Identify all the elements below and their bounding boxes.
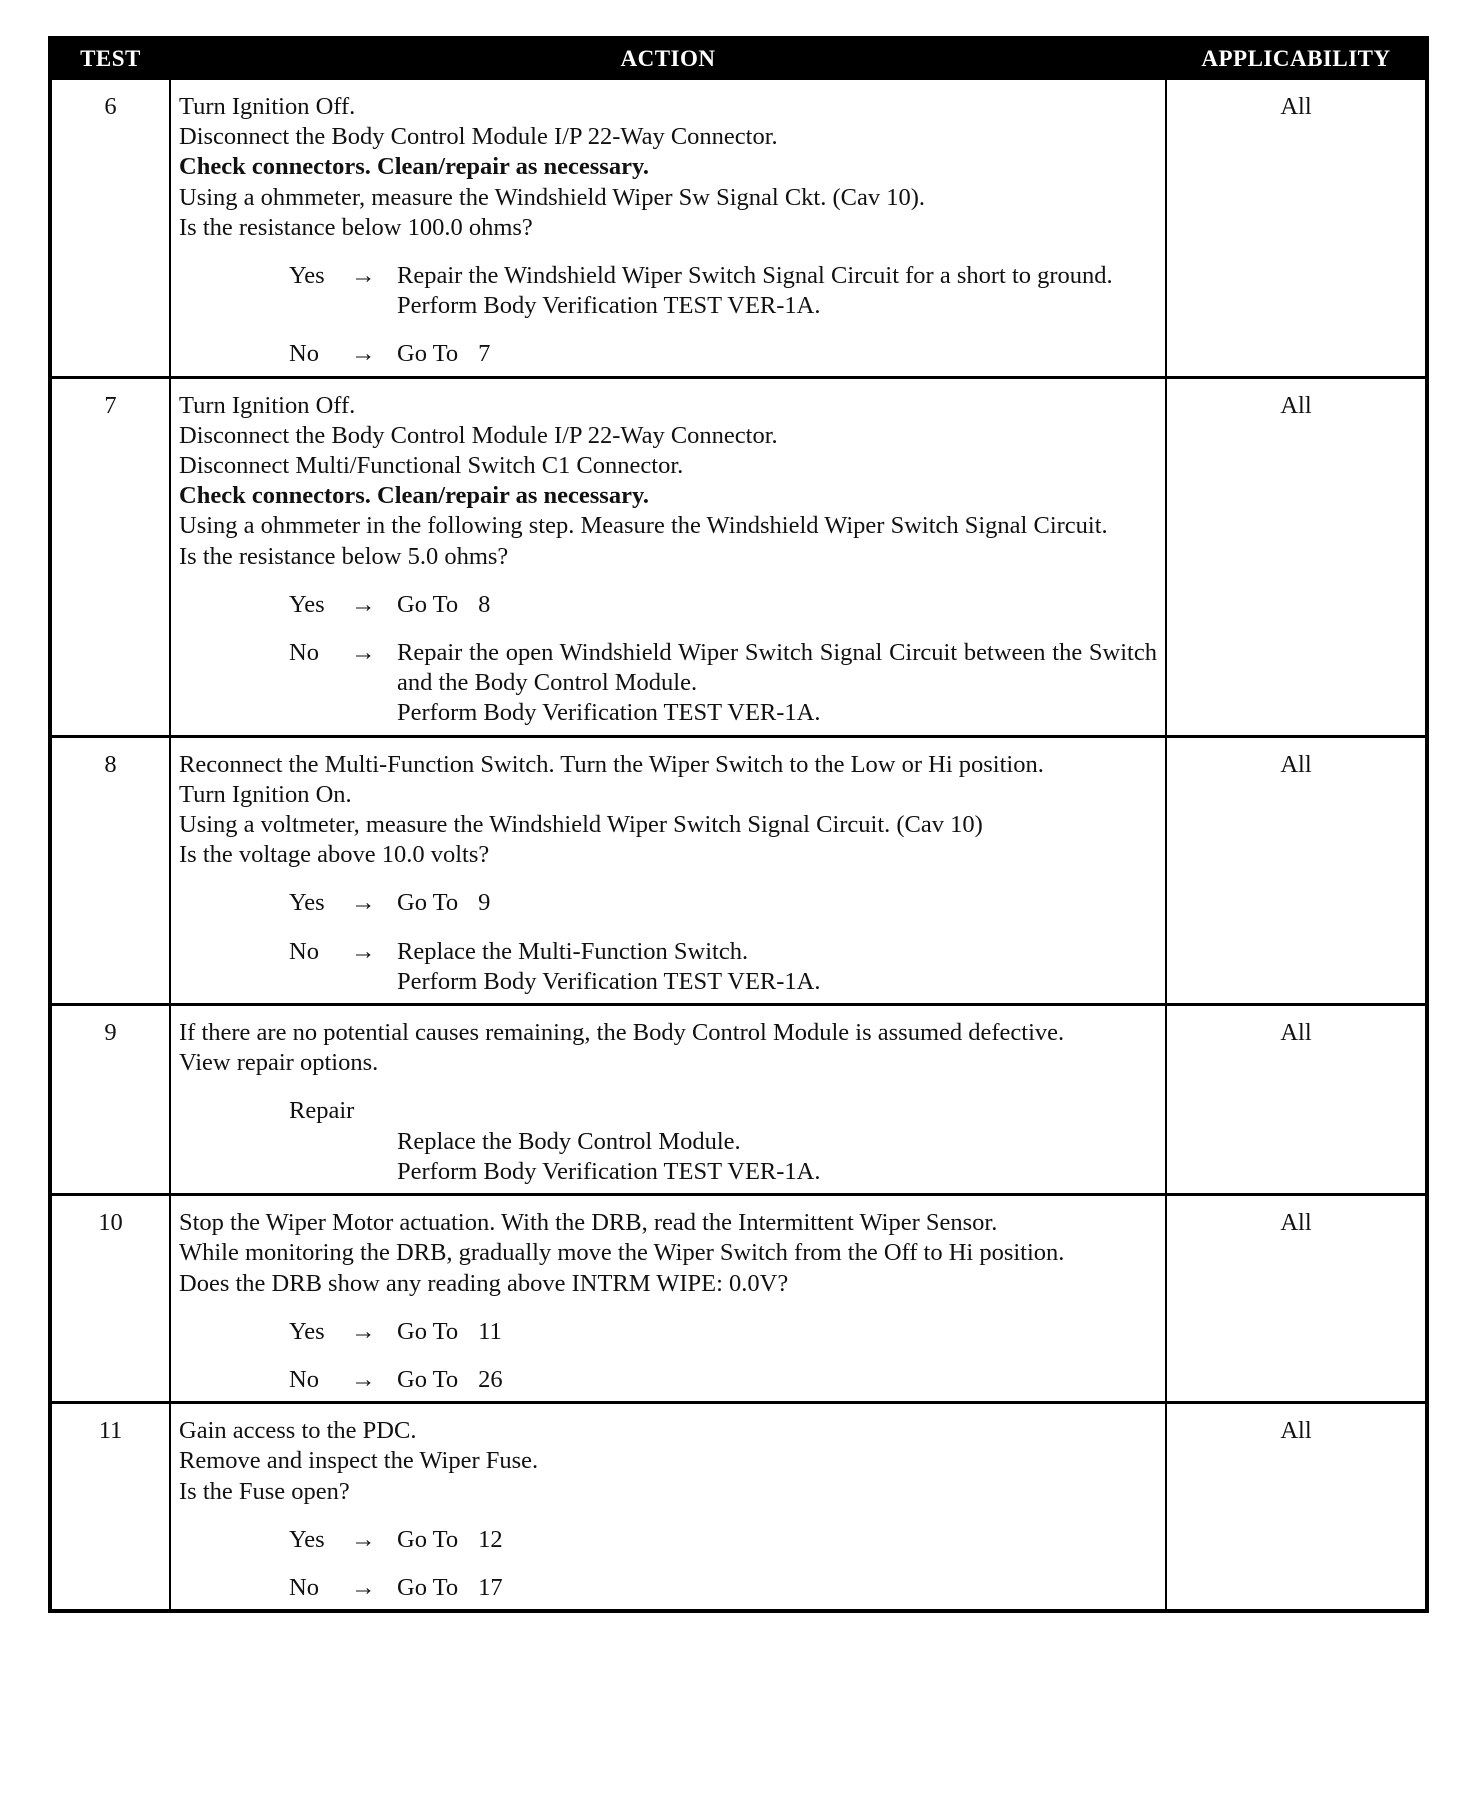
repair-block	[179, 1096, 1157, 1187]
response-label: Yes	[289, 590, 325, 618]
applicability-value: All	[1166, 1403, 1427, 1612]
instruction-line: Turn Ignition On.	[179, 780, 352, 808]
response-body	[397, 638, 1157, 729]
test-number: 9	[50, 1005, 170, 1195]
table-body	[50, 79, 1427, 1611]
header-test: TEST	[50, 38, 170, 79]
applicability-value: All	[1166, 1195, 1427, 1403]
table-row	[50, 736, 1427, 1004]
arrow-icon: →	[351, 1573, 376, 1601]
test-number: 8	[50, 736, 170, 1004]
instruction-line: Is the resistance below 100.0 ohms?	[179, 213, 533, 241]
instruction-line: Remove and inspect the Wiper Fuse.	[179, 1447, 539, 1475]
goto-text: Go To	[397, 1525, 459, 1553]
response-label: Yes	[289, 889, 325, 917]
instruction-line: Using a voltmeter, measure the Windshield Wiper Switch Signal Circuit. (Cav 10)	[179, 811, 983, 839]
action-cell	[170, 377, 1166, 736]
goto-target: 26	[478, 1365, 503, 1393]
response-line: Perform Body Verification TEST VER-1A.	[397, 699, 821, 727]
goto-text: Go To	[397, 340, 459, 368]
instruction-line: Stop the Wiper Motor actuation. With the DRB, read the Intermittent Wiper Sensor.	[179, 1209, 998, 1237]
response-label: No	[289, 340, 319, 368]
test-number: 6	[50, 79, 170, 377]
action-cell	[170, 1403, 1166, 1612]
goto-text: Go To	[397, 1573, 459, 1601]
response-no	[179, 937, 1157, 997]
header-applicability: APPLICABILITY	[1166, 38, 1427, 79]
response-body	[397, 590, 1157, 620]
goto-target: 7	[478, 340, 491, 368]
response-no	[179, 638, 1157, 729]
goto-text: Go To	[397, 1365, 459, 1393]
applicability-value: All	[1166, 736, 1427, 1004]
instruction-line: Reconnect the Multi-Function Switch. Turn the Wiper Switch to the Low or Hi position.	[179, 750, 1044, 778]
response-line: Perform Body Verification TEST VER-1A.	[397, 292, 821, 320]
instruction-line: Does the DRB show any reading above INTRM WIPE: 0.0V?	[179, 1269, 789, 1297]
instruction-line: View repair options.	[179, 1049, 379, 1077]
response-body	[397, 261, 1157, 321]
response-body	[397, 888, 1157, 918]
response-no	[179, 1365, 1157, 1395]
response-label: Yes	[289, 1525, 325, 1553]
response-body	[397, 937, 1157, 997]
response-label: No	[289, 639, 319, 667]
table-row	[50, 1005, 1427, 1195]
bold-instruction: Check connectors. Clean/repair as necessary.	[179, 153, 649, 181]
response-yes	[179, 590, 1157, 620]
instruction-line: If there are no potential causes remaining, the Body Control Module is assumed defective.	[179, 1019, 1065, 1047]
instruction-line: Gain access to the PDC.	[179, 1417, 417, 1445]
response-yes	[179, 1525, 1157, 1555]
header-action: ACTION	[170, 38, 1166, 79]
instruction-line: Disconnect the Body Control Module I/P 22-Way Connector.	[179, 123, 778, 151]
response-yes	[179, 888, 1157, 918]
table-row	[50, 377, 1427, 736]
response-label: No	[289, 937, 319, 965]
action-cell	[170, 79, 1166, 377]
response-body	[397, 1365, 1157, 1395]
instruction-line: Using a ohmmeter, measure the Windshield Wiper Sw Signal Ckt. (Cav 10).	[179, 183, 925, 211]
repair-label: Repair	[289, 1097, 355, 1125]
response-label: No	[289, 1365, 319, 1393]
arrow-icon: →	[351, 639, 376, 667]
response-line: Perform Body Verification TEST VER-1A.	[397, 967, 821, 995]
response-line: Repair the open Windshield Wiper Switch Signal Circuit between the Switch and the Body Control Module.	[397, 639, 1157, 697]
response-line: Repair the Windshield Wiper Switch Signal Circuit for a short to ground.	[397, 262, 1113, 290]
goto-text: Go To	[397, 1317, 459, 1345]
instruction-line: Disconnect the Body Control Module I/P 22-Way Connector.	[179, 421, 778, 449]
repair-line: Perform Body Verification TEST VER-1A.	[397, 1157, 821, 1185]
goto-target: 9	[478, 889, 491, 917]
response-label: No	[289, 1573, 319, 1601]
test-number: 11	[50, 1403, 170, 1612]
diagnostic-page	[48, 36, 1425, 1613]
response-yes	[179, 1317, 1157, 1347]
goto-target: 12	[478, 1525, 503, 1553]
repair-line: Replace the Body Control Module.	[397, 1127, 741, 1155]
response-label: Yes	[289, 1317, 325, 1345]
response-yes	[179, 261, 1157, 321]
instruction-line: Is the Fuse open?	[179, 1477, 350, 1505]
response-body	[397, 1525, 1157, 1555]
goto-target: 8	[478, 590, 491, 618]
response-body	[397, 1317, 1157, 1347]
goto-target: 11	[478, 1317, 502, 1345]
action-cell	[170, 1195, 1166, 1403]
test-number: 10	[50, 1195, 170, 1403]
action-cell	[170, 736, 1166, 1004]
arrow-icon: →	[351, 262, 376, 290]
arrow-icon: →	[351, 590, 376, 618]
arrow-icon: →	[351, 889, 376, 917]
instruction-line: Is the voltage above 10.0 volts?	[179, 841, 490, 869]
bold-instruction: Check connectors. Clean/repair as necessary.	[179, 482, 649, 510]
applicability-value: All	[1166, 79, 1427, 377]
table-row	[50, 1195, 1427, 1403]
instruction-line: Turn Ignition Off.	[179, 391, 356, 419]
goto-text: Go To	[397, 590, 459, 618]
instruction-line: Turn Ignition Off.	[179, 93, 356, 120]
instruction-line: Is the resistance below 5.0 ohms?	[179, 542, 509, 570]
goto-text: Go To	[397, 889, 459, 917]
test-number: 7	[50, 377, 170, 736]
table-row	[50, 1403, 1427, 1612]
arrow-icon: →	[351, 1365, 376, 1393]
action-cell	[170, 1005, 1166, 1195]
applicability-value: All	[1166, 377, 1427, 736]
arrow-icon: →	[351, 340, 376, 368]
applicability-value: All	[1166, 1005, 1427, 1195]
response-no	[179, 1573, 1157, 1603]
arrow-icon: →	[351, 937, 376, 965]
table-row	[50, 79, 1427, 377]
arrow-icon: →	[351, 1525, 376, 1553]
table-header-row	[50, 38, 1427, 79]
instruction-line: Disconnect Multi/Functional Switch C1 Connector.	[179, 452, 684, 480]
response-body	[397, 1573, 1157, 1603]
response-no	[179, 339, 1157, 369]
response-label: Yes	[289, 262, 325, 290]
response-line: Replace the Multi-Function Switch.	[397, 937, 749, 965]
response-body	[397, 339, 1157, 369]
diagnostic-table	[48, 36, 1429, 1613]
arrow-icon: →	[351, 1317, 376, 1345]
instruction-line: While monitoring the DRB, gradually move the Wiper Switch from the Off to Hi position.	[179, 1239, 1065, 1267]
goto-target: 17	[478, 1573, 503, 1601]
instruction-line: Using a ohmmeter in the following step. Measure the Windshield Wiper Switch Signal Circuit.	[179, 512, 1108, 540]
